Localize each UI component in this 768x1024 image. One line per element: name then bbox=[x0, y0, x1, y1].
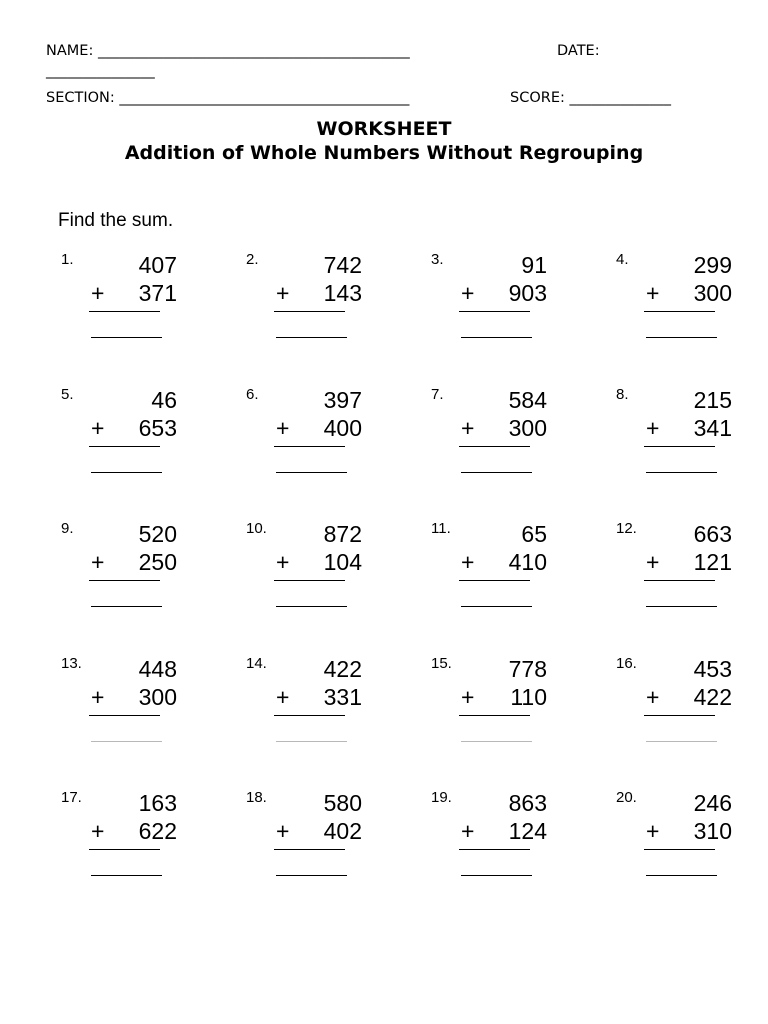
answer-line[interactable] bbox=[646, 606, 717, 607]
first-addend: 65 bbox=[521, 521, 547, 547]
answer-line[interactable] bbox=[91, 337, 162, 338]
first-addend: 520 bbox=[138, 521, 177, 547]
answer-line[interactable] bbox=[91, 472, 162, 473]
problem-number: 1. bbox=[61, 251, 74, 268]
answer-line[interactable] bbox=[461, 875, 532, 876]
second-addend: 341 bbox=[693, 415, 732, 441]
second-addend: 331 bbox=[323, 684, 362, 710]
answer-line[interactable] bbox=[91, 875, 162, 876]
second-addend: 310 bbox=[693, 818, 732, 844]
plus-sign: + bbox=[276, 280, 290, 306]
problem-number: 9. bbox=[61, 520, 74, 537]
answer-line[interactable] bbox=[461, 606, 532, 607]
plus-sign: + bbox=[461, 818, 475, 844]
plus-sign: + bbox=[276, 684, 290, 710]
first-addend: 422 bbox=[323, 656, 362, 682]
first-addend: 778 bbox=[508, 656, 547, 682]
plus-sign: + bbox=[461, 684, 475, 710]
plus-sign: + bbox=[91, 684, 105, 710]
section-field bbox=[46, 90, 409, 106]
problem-3 bbox=[431, 251, 551, 361]
second-addend: 400 bbox=[323, 415, 362, 441]
answer-line[interactable] bbox=[646, 337, 717, 338]
score-label: SCORE: bbox=[510, 90, 565, 106]
second-addend: 110 bbox=[510, 684, 547, 710]
plus-sign: + bbox=[276, 818, 290, 844]
sum-rule bbox=[459, 715, 530, 716]
sum-rule bbox=[644, 446, 715, 447]
date-field bbox=[557, 43, 600, 59]
answer-line[interactable] bbox=[646, 472, 717, 473]
problem-number: 15. bbox=[431, 655, 452, 672]
score-field bbox=[510, 90, 671, 106]
date-label: DATE: bbox=[557, 43, 600, 59]
answer-line[interactable] bbox=[646, 741, 717, 742]
problem-9 bbox=[61, 520, 181, 630]
first-addend: 742 bbox=[323, 252, 362, 278]
name-line: ___________________________________________ bbox=[97, 43, 410, 59]
sum-rule bbox=[89, 311, 160, 312]
problem-number: 10. bbox=[246, 520, 267, 537]
sum-rule bbox=[89, 715, 160, 716]
first-addend: 448 bbox=[138, 656, 177, 682]
sum-rule bbox=[274, 311, 345, 312]
section-label: SECTION: bbox=[46, 90, 115, 106]
sum-rule bbox=[644, 311, 715, 312]
first-addend: 872 bbox=[323, 521, 362, 547]
sum-rule bbox=[274, 715, 345, 716]
sum-rule bbox=[459, 580, 530, 581]
first-addend: 397 bbox=[323, 387, 362, 413]
plus-sign: + bbox=[646, 280, 660, 306]
first-addend: 663 bbox=[693, 521, 732, 547]
plus-sign: + bbox=[646, 549, 660, 575]
problem-7 bbox=[431, 386, 551, 496]
first-addend: 91 bbox=[521, 252, 547, 278]
second-addend: 410 bbox=[508, 549, 547, 575]
problem-number: 6. bbox=[246, 386, 259, 403]
second-addend: 903 bbox=[508, 280, 547, 306]
answer-line[interactable] bbox=[646, 875, 717, 876]
second-addend: 143 bbox=[323, 280, 362, 306]
plus-sign: + bbox=[646, 415, 660, 441]
name-field bbox=[46, 43, 410, 59]
problem-5 bbox=[61, 386, 181, 496]
sum-rule bbox=[644, 715, 715, 716]
problem-16 bbox=[616, 655, 736, 765]
plus-sign: + bbox=[646, 684, 660, 710]
second-addend: 121 bbox=[693, 549, 732, 575]
second-addend: 300 bbox=[508, 415, 547, 441]
sum-rule bbox=[274, 580, 345, 581]
second-addend: 300 bbox=[138, 684, 177, 710]
problem-number: 8. bbox=[616, 386, 629, 403]
problem-2 bbox=[246, 251, 366, 361]
problem-1 bbox=[61, 251, 181, 361]
plus-sign: + bbox=[276, 415, 290, 441]
second-addend: 250 bbox=[138, 549, 177, 575]
problem-number: 16. bbox=[616, 655, 637, 672]
instructions: Find the sum. bbox=[58, 210, 174, 231]
plus-sign: + bbox=[461, 415, 475, 441]
problem-number: 14. bbox=[246, 655, 267, 672]
problem-13 bbox=[61, 655, 181, 765]
first-addend: 580 bbox=[323, 790, 362, 816]
second-addend: 371 bbox=[138, 280, 177, 306]
sum-rule bbox=[274, 446, 345, 447]
sum-rule bbox=[459, 446, 530, 447]
answer-line[interactable] bbox=[91, 606, 162, 607]
worksheet-subtitle: Addition of Whole Numbers Without Regrouping bbox=[124, 142, 644, 164]
answer-line[interactable] bbox=[276, 337, 347, 338]
problem-17 bbox=[61, 789, 181, 899]
score-line: ______________ bbox=[569, 90, 671, 106]
answer-line[interactable] bbox=[91, 741, 162, 742]
first-addend: 246 bbox=[693, 790, 732, 816]
problem-15 bbox=[431, 655, 551, 765]
problem-number: 11. bbox=[431, 520, 451, 537]
sum-rule bbox=[274, 849, 345, 850]
sum-rule bbox=[89, 849, 160, 850]
worksheet-title: WORKSHEET bbox=[316, 118, 452, 140]
problem-6 bbox=[246, 386, 366, 496]
plus-sign: + bbox=[276, 549, 290, 575]
problem-10 bbox=[246, 520, 366, 630]
answer-line[interactable] bbox=[461, 741, 532, 742]
second-addend: 622 bbox=[138, 818, 177, 844]
sum-rule bbox=[644, 849, 715, 850]
second-addend: 124 bbox=[508, 818, 547, 844]
sum-rule bbox=[89, 580, 160, 581]
answer-line[interactable] bbox=[461, 472, 532, 473]
problem-8 bbox=[616, 386, 736, 496]
second-addend: 422 bbox=[693, 684, 732, 710]
first-addend: 163 bbox=[138, 790, 177, 816]
problem-number: 2. bbox=[246, 251, 259, 268]
first-addend: 863 bbox=[508, 790, 547, 816]
first-addend: 453 bbox=[693, 656, 732, 682]
problem-number: 12. bbox=[616, 520, 637, 537]
problem-18 bbox=[246, 789, 366, 899]
plus-sign: + bbox=[91, 415, 105, 441]
problem-number: 5. bbox=[61, 386, 74, 403]
problem-number: 17. bbox=[61, 789, 82, 806]
plus-sign: + bbox=[91, 549, 105, 575]
answer-line[interactable] bbox=[461, 337, 532, 338]
plus-sign: + bbox=[91, 818, 105, 844]
plus-sign: + bbox=[461, 280, 475, 306]
first-addend: 299 bbox=[693, 252, 732, 278]
problem-12 bbox=[616, 520, 736, 630]
section-line: ________________________________________ bbox=[119, 90, 410, 106]
second-addend: 300 bbox=[693, 280, 732, 306]
problem-number: 20. bbox=[616, 789, 637, 806]
problem-number: 18. bbox=[246, 789, 267, 806]
answer-line[interactable] bbox=[276, 606, 347, 607]
answer-line[interactable] bbox=[276, 741, 347, 742]
answer-line[interactable] bbox=[276, 472, 347, 473]
date-line: _______________ bbox=[46, 63, 155, 79]
problem-number: 4. bbox=[616, 251, 629, 268]
first-addend: 46 bbox=[151, 387, 177, 413]
first-addend: 584 bbox=[508, 387, 547, 413]
problem-number: 13. bbox=[61, 655, 82, 672]
problem-11 bbox=[431, 520, 551, 630]
problem-14 bbox=[246, 655, 366, 765]
sum-rule bbox=[459, 849, 530, 850]
problem-20 bbox=[616, 789, 736, 899]
first-addend: 407 bbox=[138, 252, 177, 278]
problem-4 bbox=[616, 251, 736, 361]
problem-number: 19. bbox=[431, 789, 452, 806]
plus-sign: + bbox=[91, 280, 105, 306]
second-addend: 653 bbox=[138, 415, 177, 441]
first-addend: 215 bbox=[693, 387, 732, 413]
plus-sign: + bbox=[461, 549, 475, 575]
problem-19 bbox=[431, 789, 551, 899]
answer-line[interactable] bbox=[276, 875, 347, 876]
second-addend: 104 bbox=[323, 549, 362, 575]
name-label: NAME: bbox=[46, 43, 94, 59]
problem-number: 3. bbox=[431, 251, 444, 268]
sum-rule bbox=[644, 580, 715, 581]
sum-rule bbox=[459, 311, 530, 312]
second-addend: 402 bbox=[323, 818, 362, 844]
problem-number: 7. bbox=[431, 386, 444, 403]
plus-sign: + bbox=[646, 818, 660, 844]
sum-rule bbox=[89, 446, 160, 447]
